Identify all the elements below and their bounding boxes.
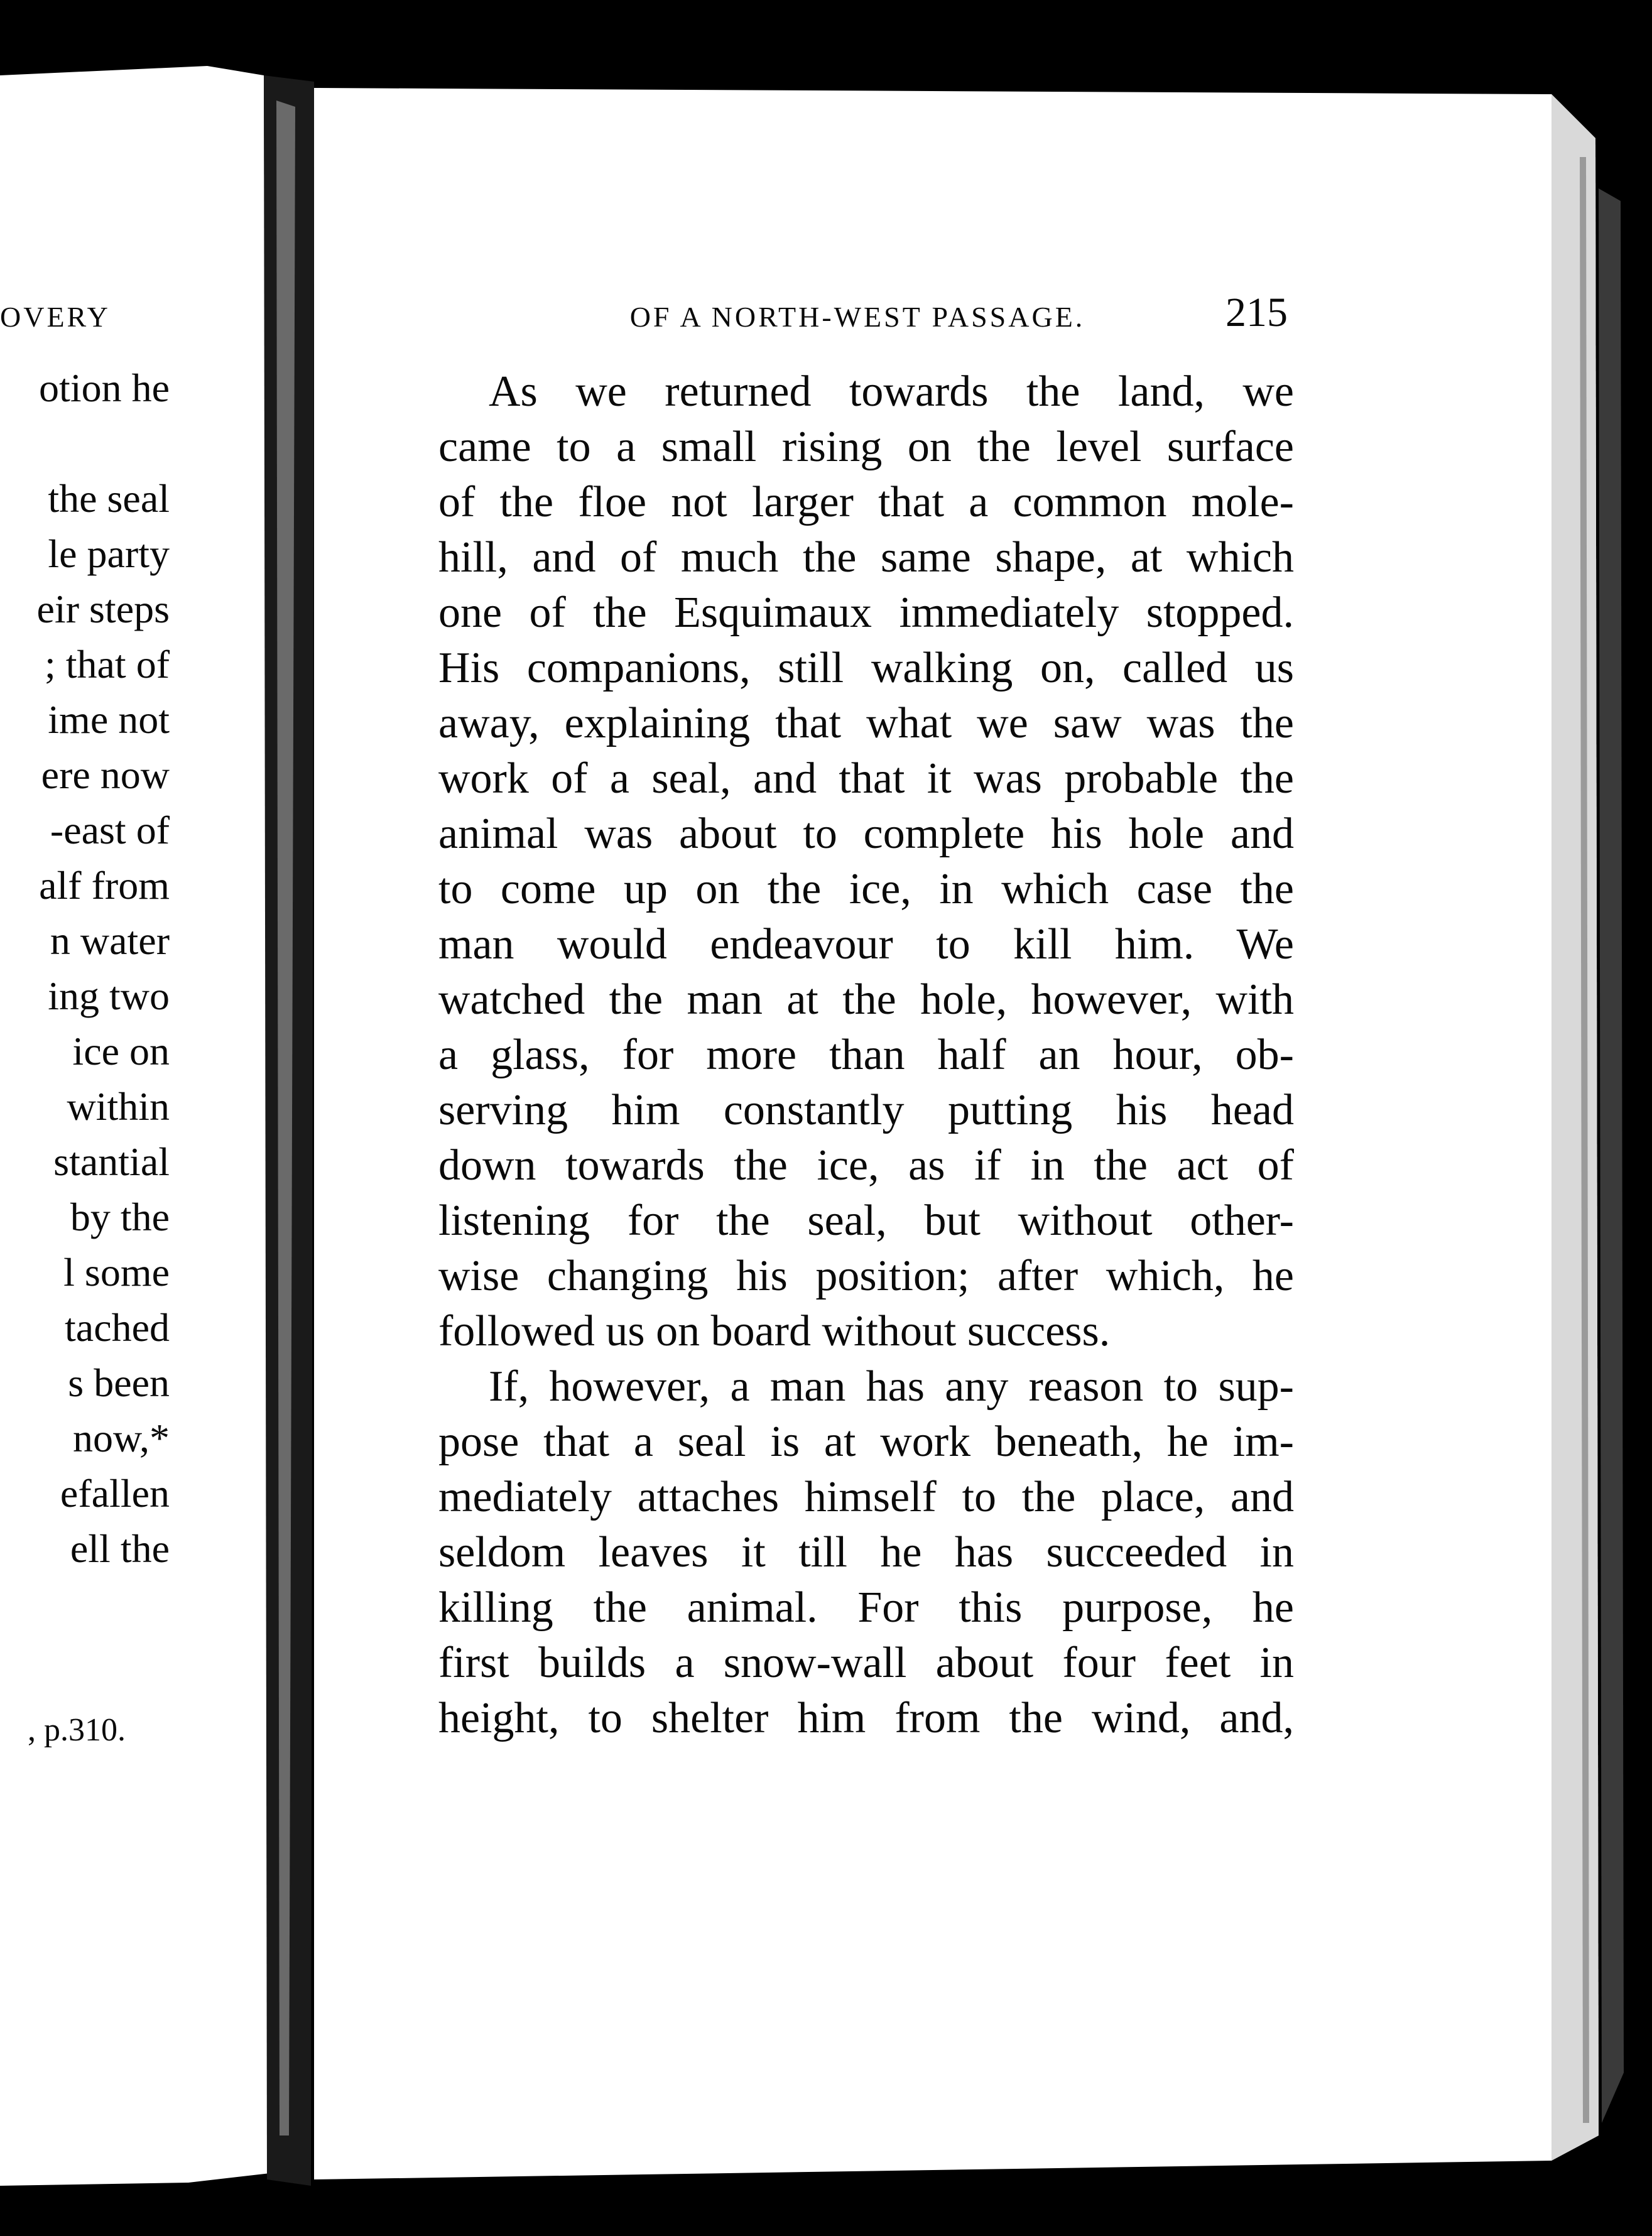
- body-text: [438, 364, 1294, 1759]
- text-line: wise changing his position; after which, he: [438, 1252, 1294, 1300]
- text-line: watched the man at the hole, however, with: [438, 975, 1294, 1024]
- left-line: ing two: [48, 974, 170, 1018]
- left-line: alf from: [39, 863, 170, 908]
- left-line: ime not: [48, 697, 170, 742]
- text-line: hill, and of much the same shape, at which: [438, 533, 1294, 582]
- left-line: -east of: [50, 808, 170, 852]
- text-line: one of the Esquimaux immediately stopped.: [438, 589, 1294, 637]
- left-line: otion he: [39, 366, 170, 410]
- text-line: serving him constantly putting his head: [438, 1086, 1294, 1134]
- left-line: the seal: [48, 476, 170, 521]
- text-line: work of a seal, and that it was probable the: [438, 754, 1294, 803]
- text-line: mediately attaches himself to the place, and: [438, 1473, 1294, 1521]
- text-line: followed us on board without success.: [438, 1307, 1111, 1355]
- page-number: 215: [1225, 290, 1288, 335]
- left-line: l some: [63, 1250, 170, 1294]
- text-line: came to a small rising on the level surface: [438, 423, 1294, 471]
- text-line: animal was about to complete his hole and: [438, 810, 1294, 858]
- left-line: ell the: [70, 1526, 170, 1571]
- text-line: killing the animal. For this purpose, he: [438, 1583, 1294, 1632]
- left-line: now,*: [72, 1416, 170, 1460]
- running-head: OF A NORTH-WEST PASSAGE.: [629, 301, 1085, 333]
- left-footnote: , p.310.: [28, 1712, 126, 1748]
- left-running-head: OVERY: [0, 301, 111, 333]
- text-line: a glass, for more than half an hour, ob-: [438, 1031, 1294, 1079]
- left-line: by the: [70, 1195, 170, 1239]
- text-line: away, explaining that what we saw was the: [438, 699, 1294, 747]
- text-line: seldom leaves it till he has succeeded in: [438, 1528, 1294, 1577]
- left-line: stantial: [53, 1139, 170, 1184]
- text-line: height, to shelter him from the wind, and,: [438, 1694, 1294, 1742]
- text-line: His companions, still walking on, called us: [438, 644, 1294, 692]
- text-line: pose that a seal is at work beneath, he im-: [438, 1418, 1294, 1466]
- left-line: n water: [50, 918, 170, 963]
- left-line: tached: [65, 1305, 170, 1350]
- left-line: ; that of: [44, 642, 170, 687]
- text-line: listening for the seal, but without other-: [438, 1197, 1294, 1245]
- left-line: efallen: [60, 1471, 170, 1516]
- left-line: within: [67, 1084, 170, 1129]
- text-line: of the floe not larger that a common mole-: [438, 478, 1294, 526]
- left-line: eir steps: [36, 587, 170, 631]
- left-line: ere now: [41, 752, 170, 797]
- left-line: le party: [48, 531, 170, 576]
- text-line: first builds a snow-wall about four feet in: [438, 1639, 1294, 1687]
- left-line: s been: [68, 1360, 170, 1405]
- text-line: If, however, a man has any reason to sup-: [489, 1362, 1294, 1411]
- text-line: As we returned towards the land, we: [489, 367, 1294, 416]
- text-line: down towards the ice, as if in the act of: [438, 1141, 1294, 1190]
- text-line: to come up on the ice, in which case the: [438, 865, 1294, 913]
- text-line: man would endeavour to kill him. We: [438, 920, 1294, 969]
- left-line: ice on: [72, 1029, 170, 1073]
